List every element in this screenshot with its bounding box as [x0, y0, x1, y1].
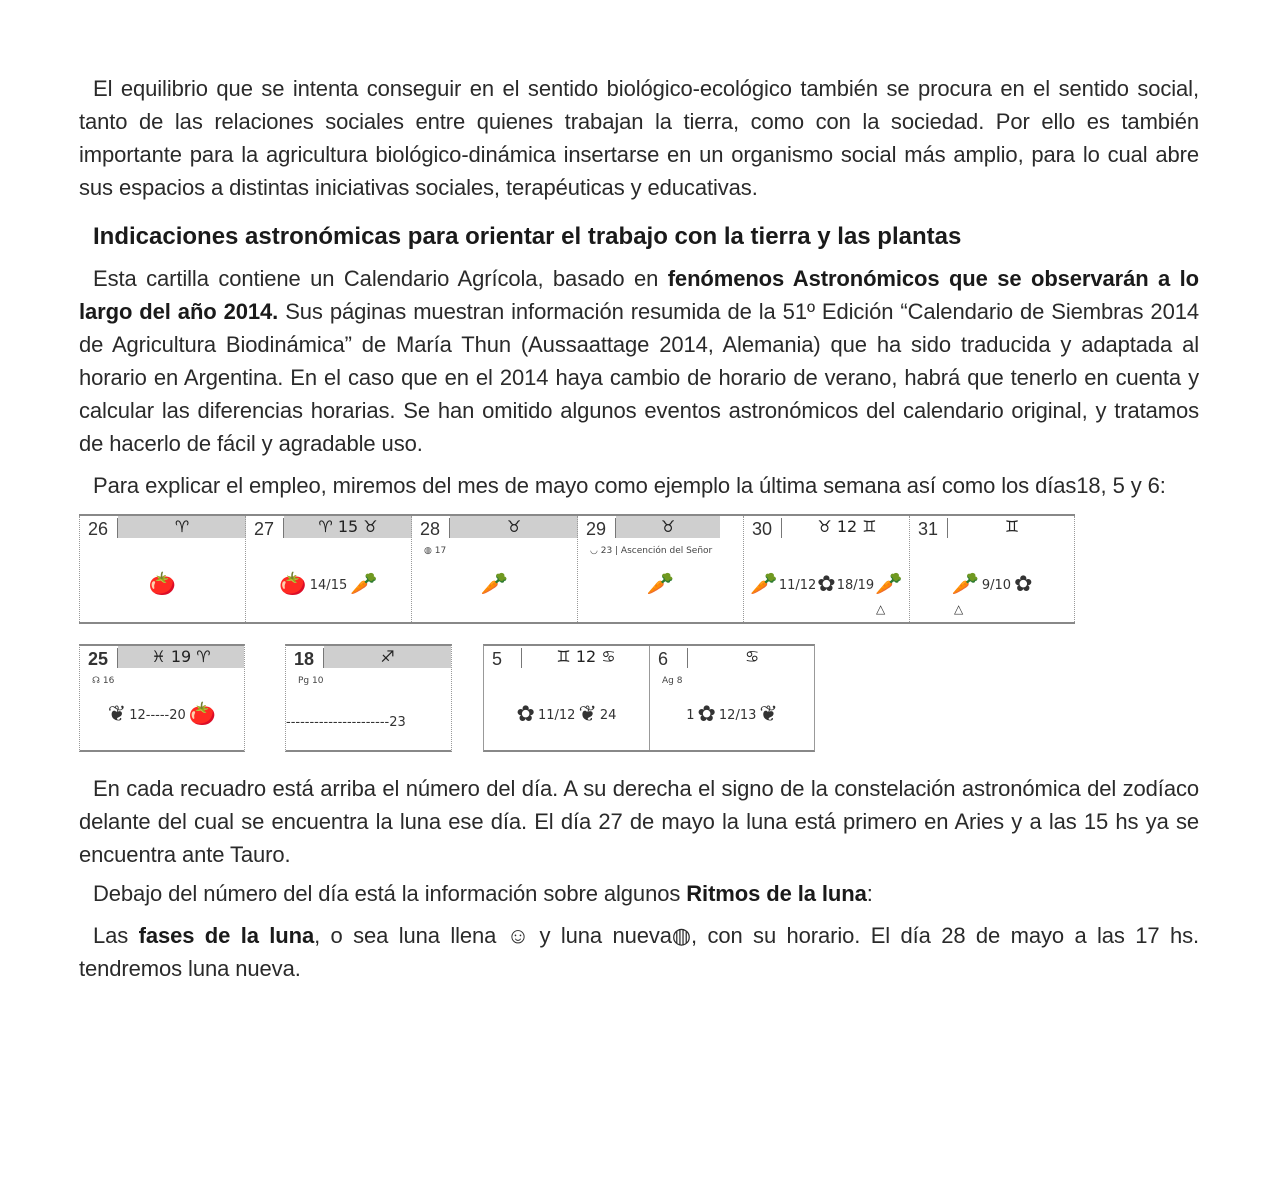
fruit-icon: 🍅: [188, 702, 217, 727]
work-row: [80, 574, 245, 596]
paragraph-equilibrio: El equilibrio que se intenta conseguir en el sentido biológico-ecológico también se procura en el sentido social, tanto de las relaciones sociales entre quienes trabajan la tierra, como con la sociedad. Por ello es también importante para la agricultura biológico-dinámica insertarse en un organismo social más amplio, para lo cual abre sus espacios a distintas iniciativas sociales, terapéuticas y educativas.: [79, 76, 1199, 200]
moon-rhythm-note: ◍ 17: [424, 546, 447, 556]
day-number: 25: [88, 649, 109, 669]
flower-icon: ✿: [1014, 572, 1033, 597]
time-range: 14/15: [309, 577, 348, 593]
work-row: [910, 574, 1074, 596]
leaf-icon: ❦: [759, 702, 778, 727]
leaf-icon: ❦: [578, 702, 597, 727]
root-icon: 🥕: [350, 572, 378, 597]
zodiac-sign: ♓ 19 ♈: [118, 646, 244, 668]
day-cell-25: [79, 644, 245, 752]
section-heading: Indicaciones astronómicas para orientar el trabajo con la tierra y las plantas: [93, 223, 962, 250]
work-row: [578, 574, 743, 596]
fruit-icon: 🍅: [148, 572, 177, 597]
day-number: 27: [254, 519, 275, 539]
work-row: [412, 574, 577, 596]
work-row: [80, 704, 244, 726]
time-range: 11/12: [537, 707, 576, 723]
fruit-icon: 🍅: [279, 572, 307, 597]
divider: [781, 518, 782, 538]
day-cell-31: [909, 516, 1075, 622]
triangle-icon: △: [954, 602, 964, 616]
day-cells-5-6: [483, 644, 815, 752]
time-range: 11/12: [778, 577, 817, 593]
work-row: [484, 704, 649, 726]
moon-rhythm-note: Pg 10: [298, 676, 324, 686]
flower-icon: ✿: [697, 702, 716, 727]
zodiac-sign: ♊: [1004, 517, 1020, 536]
day-number: 26: [88, 519, 109, 539]
day-cell-6: [649, 646, 814, 750]
day-cell-27: [245, 516, 411, 622]
moon-rhythm-note: ◡ 23 | Ascención del Señor: [590, 546, 713, 556]
moon-rhythm-note: Ag 8: [662, 676, 683, 686]
time-range: ----------------------23: [286, 715, 406, 730]
work-row: [246, 574, 411, 596]
time-range: 12/13: [718, 707, 757, 723]
day-number: 29: [586, 519, 607, 539]
day-number: 28: [420, 519, 441, 539]
root-icon: 🥕: [951, 572, 979, 597]
time-range: 9/10: [981, 577, 1012, 593]
zodiac-sign: ♉: [616, 516, 720, 538]
zodiac-sign: ♈: [118, 516, 246, 538]
day-number: 5: [492, 649, 503, 669]
work-row: [744, 574, 909, 596]
paragraph-explicar: Para explicar el empleo, miremos del mes de mayo como ejemplo la última semana así como los días18, 5 y 6:: [93, 473, 1166, 498]
day-cell-18: [285, 644, 452, 752]
root-icon: 🥕: [875, 572, 903, 597]
root-icon: 🥕: [750, 572, 778, 597]
day-number: 30: [752, 519, 773, 539]
paragraph-cartilla: Esta cartilla contiene un Calendario Agrícola, basado en fenómenos Astronómicos que se observarán a lo largo del año 2014. Sus páginas muestran información resumida de la 51º Edición “Calendario de Siembras 2014 de Agricultura Biodinámica” de María Thun (Aussaattage 2014, Alemania) que ha sido traducida y adaptada al horario en Argentina. En el caso que en el 2014 haya cambio de horario de verano, habrá que tenerlo en cuenta y calcular las diferencias horarias. Se han omitido algunos eventos astronómicos del calendario original, y tratamos de hacerlo de fácil y agradable uso.: [79, 266, 1200, 456]
zodiac-sign: ♉: [450, 516, 578, 538]
day-cell-29: [577, 516, 743, 622]
time-value: 1: [686, 707, 695, 723]
moon-rhythm-note: ☊ 16: [92, 676, 115, 686]
day-cell-5: [484, 646, 649, 750]
zodiac-sign: ♉ 12 ♊: [817, 517, 877, 536]
day-cell-26: [79, 516, 245, 622]
leaf-icon: ❦: [107, 702, 127, 727]
time-range: 18/19: [836, 577, 875, 593]
work-row: [650, 704, 814, 726]
zodiac-sign: ♋: [744, 647, 760, 666]
day-number: 31: [918, 519, 939, 539]
paragraph-fases: Las fases de la luna, o sea luna llena ☺ y luna nueva◍, con su horario. El día 28 de mayo a las 17 hs. tendremos luna nueva.: [79, 923, 1199, 981]
day-cell-30: [743, 516, 909, 622]
day-number: 6: [658, 649, 669, 669]
time-value: 24: [599, 707, 617, 723]
flower-icon: ✿: [817, 572, 836, 597]
week-calendar: [79, 514, 1075, 624]
day-cell-28: [411, 516, 577, 622]
root-icon: 🥕: [480, 572, 509, 597]
triangle-icon: △: [876, 602, 886, 616]
divider: [687, 648, 688, 668]
divider: [521, 648, 522, 668]
zodiac-sign: ♐: [324, 646, 451, 668]
flower-icon: ✿: [516, 702, 535, 727]
day-number: 18: [294, 649, 315, 669]
zodiac-sign: ♊ 12 ♋: [556, 647, 616, 666]
paragraph-recuadro: En cada recuadro está arriba el número del día. A su derecha el signo de la constelación astronómica del zodíaco delante del cual se encuentra la luna ese día. El día 27 de mayo la luna está primero en Aries y a las 15 hs ya se encuentra ante Tauro.: [79, 776, 1199, 867]
root-icon: 🥕: [646, 572, 675, 597]
paragraph-ritmos: Debajo del número del día está la información sobre algunos Ritmos de la luna:: [93, 881, 873, 906]
time-range: 12-----20: [129, 707, 186, 723]
zodiac-sign: ♈ 15 ♉: [284, 516, 412, 538]
